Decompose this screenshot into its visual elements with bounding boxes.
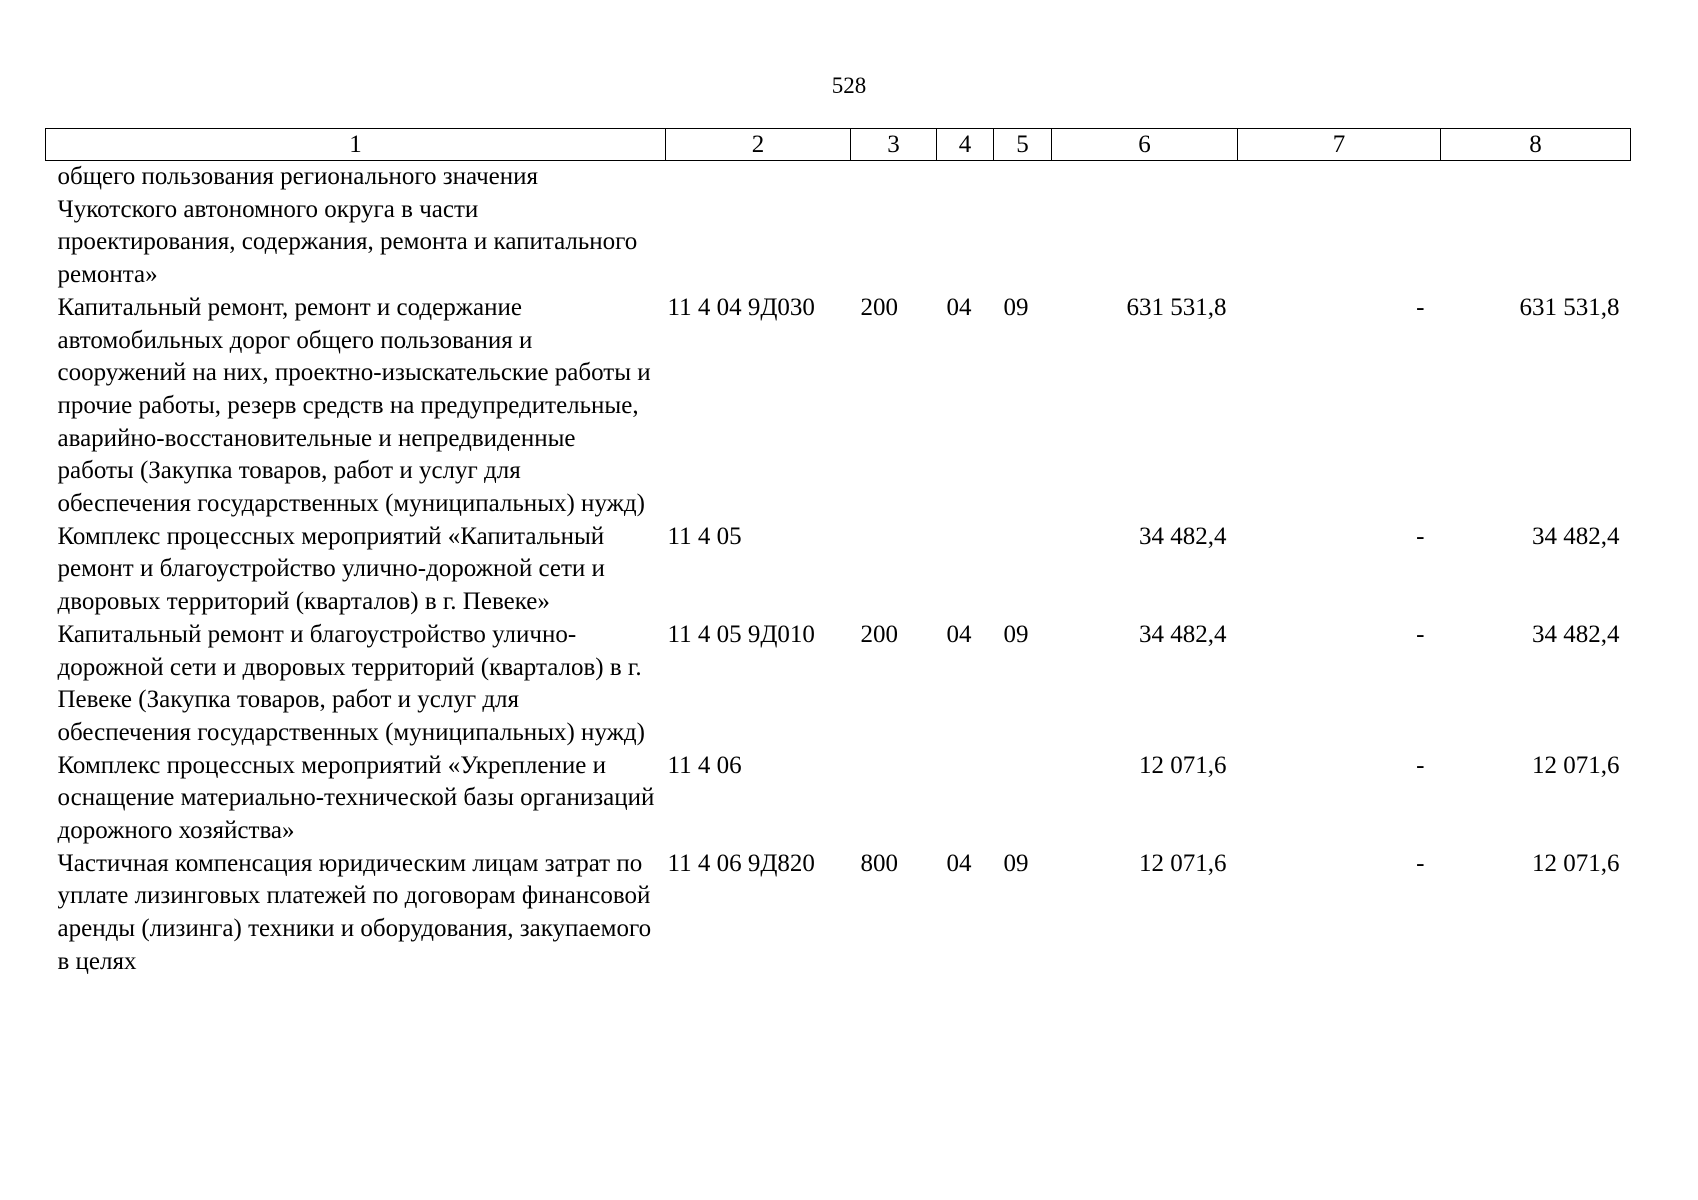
table-row: [46, 750, 1631, 848]
header-col-6: 6: [1052, 129, 1238, 161]
row-subsection: 09: [1003, 293, 1029, 321]
row-amount-col7: -: [1416, 751, 1425, 779]
row-code: 11 4 06: [667, 751, 742, 779]
row-amount-col6: 34 482,4: [1139, 522, 1227, 550]
header-col-8: 8: [1441, 129, 1631, 161]
row-subsection: 09: [1003, 620, 1029, 648]
row-amount-col8: [1441, 161, 1631, 292]
table-row: [46, 848, 1631, 979]
budget-table-container: [45, 128, 1630, 979]
row-amount-col7: -: [1416, 620, 1425, 648]
row-expense-type: 200: [860, 293, 898, 321]
table-row: [46, 292, 1631, 521]
row-amount-col8: 34 482,4: [1532, 522, 1620, 550]
row-section: 04: [946, 849, 972, 877]
header-col-1: 1: [46, 129, 666, 161]
row-amount-col6: 12 071,6: [1139, 849, 1227, 877]
page-number: 528: [831, 73, 867, 98]
row-expense-type: [851, 750, 937, 848]
row-amount-col8: 631 531,8: [1519, 293, 1620, 321]
row-section: [937, 521, 994, 619]
row-amount-col7: -: [1416, 293, 1425, 321]
row-subsection: [994, 521, 1052, 619]
row-amount-col8: 12 071,6: [1532, 751, 1620, 779]
row-amount-col8: 34 482,4: [1532, 620, 1620, 648]
table-row: [46, 619, 1631, 750]
budget-table: [45, 128, 1631, 979]
header-row: [46, 129, 1631, 161]
header-col-5: 5: [994, 129, 1052, 161]
row-subsection: [994, 161, 1052, 292]
row-amount-col7: -: [1416, 522, 1425, 550]
row-amount-col6: [1052, 161, 1238, 292]
row-code: 11 4 05: [667, 522, 742, 550]
row-name: Частичная компенсация юридическим лицам затрат по уплате лизинговых платежей по договорам финансовой аренды (лизинга) техники и оборудования, закупаемого в целях: [57, 849, 652, 975]
row-amount-col6: 34 482,4: [1139, 620, 1227, 648]
row-section: [937, 161, 994, 292]
row-amount-col7: -: [1416, 849, 1425, 877]
table-row: [46, 161, 1631, 292]
row-section: 04: [946, 620, 972, 648]
row-code: [666, 161, 851, 292]
row-code: 11 4 06 9Д820: [667, 849, 815, 877]
row-code: 11 4 04 9Д030: [667, 293, 815, 321]
row-subsection: [994, 750, 1052, 848]
header-col-7: 7: [1238, 129, 1441, 161]
header-col-3: 3: [851, 129, 937, 161]
row-expense-type: [851, 521, 937, 619]
row-amount-col7: [1238, 161, 1441, 292]
row-code: 11 4 05 9Д010: [667, 620, 815, 648]
row-section: 04: [946, 293, 972, 321]
row-expense-type: [851, 161, 937, 292]
header-col-4: 4: [937, 129, 994, 161]
row-expense-type: 800: [860, 849, 898, 877]
row-name: Комплекс процессных мероприятий «Капитальный ремонт и благоустройство улично-дорожной сети и дворовых территорий (кварталов) в г. Певеке»: [57, 522, 605, 616]
row-name: Капитальный ремонт, ремонт и содержание автомобильных дорог общего пользования и сооружений на них, проектно-изыскательские работы и прочие работы, резерв средств на предупредительные, аварийно-восстановительные и непредвиденные работы (Закупка товаров, работ и услуг для обеспечения государственных (муниципальных) нужд): [57, 293, 651, 518]
row-section: [937, 750, 994, 848]
row-name: Комплекс процессных мероприятий «Укрепление и оснащение материально-технической базы организаций дорожного хозяйства»: [57, 751, 655, 845]
header-col-2: 2: [666, 129, 851, 161]
row-name: Капитальный ремонт и благоустройство улично-дорожной сети и дворовых территорий (кварталов) в г. Певеке (Закупка товаров, работ и услуг для обеспечения государственных (муниципальных) нужд): [57, 620, 645, 746]
row-expense-type: 200: [860, 620, 898, 648]
row-name: общего пользования регионального значения Чукотского автономного округа в части проектирования, содержания, ремонта и капитального ремонта»: [57, 163, 638, 289]
table-row: [46, 521, 1631, 619]
row-amount-col8: 12 071,6: [1532, 849, 1620, 877]
row-amount-col6: 12 071,6: [1139, 751, 1227, 779]
row-amount-col6: 631 531,8: [1126, 293, 1227, 321]
row-subsection: 09: [1003, 849, 1029, 877]
